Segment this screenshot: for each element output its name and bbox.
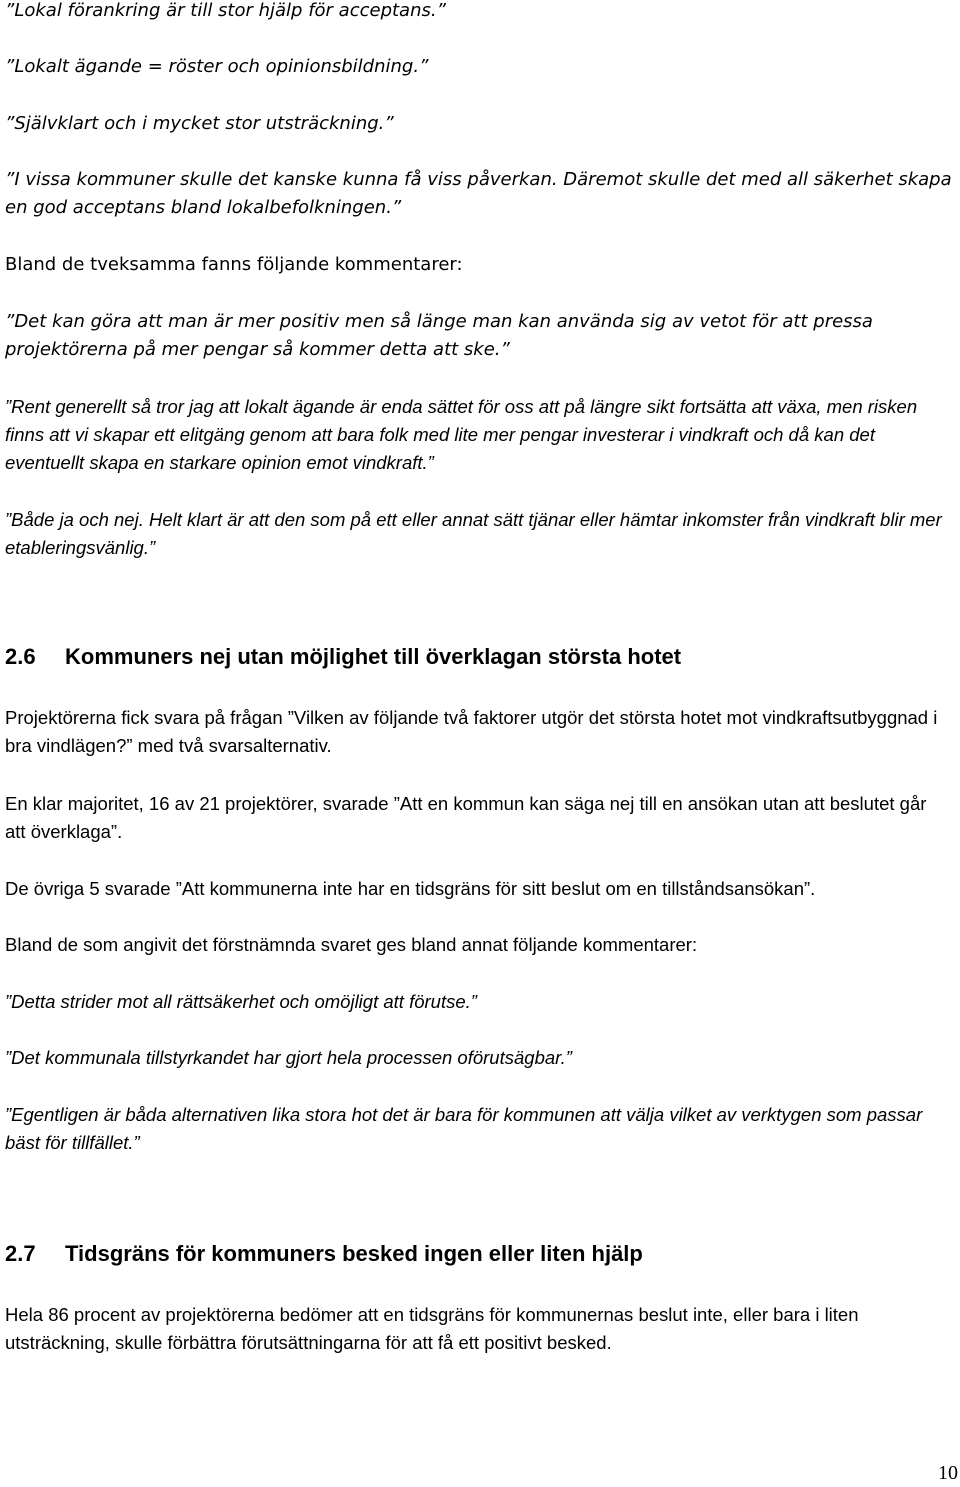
quote-both-alternatives: ”Egentligen är båda alternativen lika stora hot det är bara för kommunen att välja vilket av verktygen som passar bäst för tillfället.” <box>5 1104 923 1153</box>
paragraph-remaining: De övriga 5 svarade ”Att kommunerna inte har en tidsgräns för sitt beslut om en tillståndsansökan”. <box>5 878 816 899</box>
section-number: 2.6 <box>5 644 36 669</box>
section-number: 2.7 <box>5 1241 36 1266</box>
section-title: Kommuners nej utan möjlighet till överklagan största hotet <box>65 644 682 669</box>
quote-unpredictable-process: ”Det kommunala tillstyrkandet har gjort hela processen oförutsägbar.” <box>5 1047 572 1068</box>
quote-elite-group: ”Rent generellt så tror jag att lokalt ägande är enda sättet för oss att på längre sikt fortsätta att växa, men risken finns att vi skapar ett elitgäng genom att bara folk med lite mer pengar investerar i vindkraft och då kan det eventuellt skapa en starkare opinion emot vindkraft.” <box>5 396 918 473</box>
section-title: Tidsgräns för kommuners besked ingen eller liten hjälp <box>65 1241 643 1266</box>
quote-obviously: ”Självklart och i mycket stor utsträckning.” <box>5 113 394 134</box>
page-number: 10 <box>938 1462 958 1484</box>
quote-veto-pressure: ”Det kan göra att man är mer positiv men så länge man kan använda sig av vetot för att pressa projektörerna på mer pengar så kommer detta att ske.” <box>5 311 873 360</box>
paragraph-time-limit: Hela 86 procent av projektörerna bedömer att en tidsgräns för kommunernas beslut inte, eller bara i liten utsträckning, skulle förbättra förutsättningarna för att få ett positivt besked. <box>5 1304 859 1353</box>
doubters-intro: Bland de tveksamma fanns följande kommentarer: <box>5 254 463 275</box>
quote-local-anchoring: ”Lokal förankring är till stor hjälp för acceptans.” <box>5 0 446 21</box>
paragraph-question: Projektörerna fick svara på frågan ”Vilken av följande två faktorer utgör det största hotet mot vindkraftsutbyggnad i bra vindlägen?” med två svarsalternativ. <box>5 707 938 756</box>
section-heading-2-6 <box>5 642 681 672</box>
section-heading-2-7 <box>5 1239 643 1269</box>
paragraph-comments-intro: Bland de som angivit det förstnämnda svaret ges bland annat följande kommentarer: <box>5 934 698 955</box>
quote-some-municipalities: ”I vissa kommuner skulle det kanske kunna få viss påverkan. Däremot skulle det med all säkerhet skapa en god acceptans bland lokalbefolkningen.” <box>5 169 952 218</box>
paragraph-majority: En klar majoritet, 16 av 21 projektörer, svarade ”Att en kommun kan säga nej till en ansökan utan att beslutet går att överklaga”. <box>5 793 927 842</box>
quote-yes-and-no: ”Både ja och nej. Helt klart är att den som på ett eller annat sätt tjänar eller hämtar inkomster från vindkraft blir mer etableringsvänlig.” <box>5 509 942 558</box>
quote-legal-certainty: ”Detta strider mot all rättsäkerhet och omöjligt att förutse.” <box>5 991 477 1012</box>
quote-local-ownership: ”Lokalt ägande = röster och opinionsbildning.” <box>5 56 429 77</box>
